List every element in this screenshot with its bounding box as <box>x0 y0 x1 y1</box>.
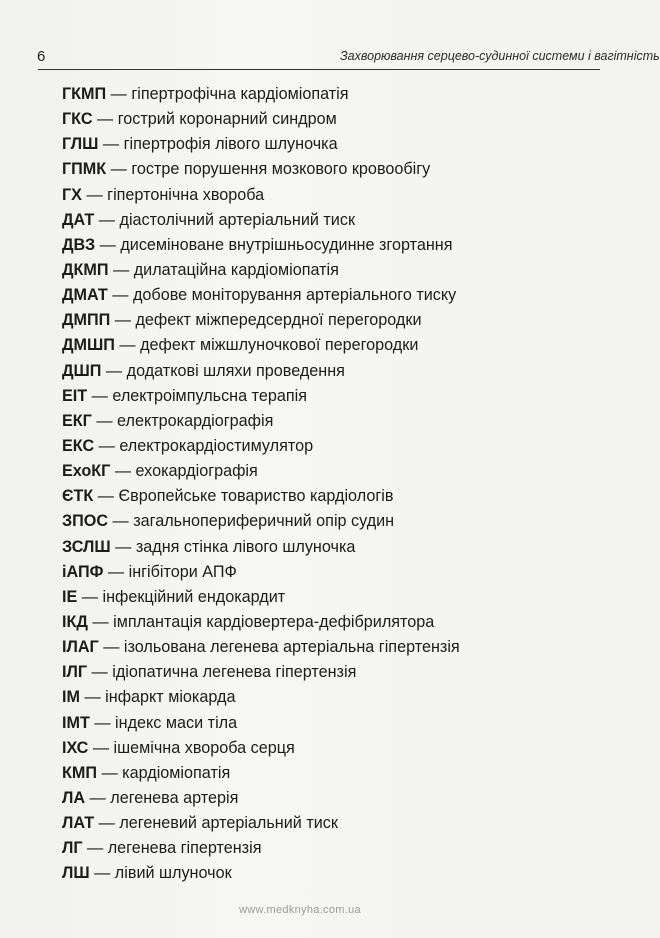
abbreviation-term: ЗСЛШ <box>62 537 111 556</box>
running-title: Захворювання серцево-судинної системи і вагітність <box>340 49 660 63</box>
abbreviation-term: ГКМП <box>62 85 107 103</box>
abbreviation-entry <box>62 208 582 233</box>
abbreviation-entry <box>62 459 582 484</box>
abbreviation-entry <box>62 509 582 534</box>
abbreviation-entry <box>62 836 582 861</box>
abbreviation-entry <box>62 610 582 635</box>
abbreviation-term: ГЛШ <box>62 135 99 154</box>
abbreviation-term: ІМ <box>62 688 80 707</box>
abbreviation-term: ЄТК <box>62 487 94 506</box>
abbreviation-entry <box>62 157 582 182</box>
abbreviation-entry <box>62 811 582 836</box>
abbreviation-entry <box>62 761 582 786</box>
abbreviation-definition: — інгібітори АПФ <box>103 562 237 581</box>
abbreviation-definition: — гострий коронарний синдром <box>92 110 337 129</box>
abbreviation-term: ІХС <box>62 738 89 757</box>
abbreviation-definition: — кардіоміопатія <box>97 763 231 782</box>
abbreviation-definition: — гостре порушення мозкового кровообігу <box>106 160 431 179</box>
abbreviation-entry <box>62 183 582 208</box>
abbreviation-definition: — ішемічна хвороба серця <box>88 738 295 757</box>
abbreviation-entry <box>62 233 582 258</box>
abbreviation-definition: — дисеміноване внутрішньосудинне згортання <box>95 235 453 254</box>
abbreviation-definition: — додаткові шляхи проведення <box>101 361 345 380</box>
abbreviation-definition: — електроімпульсна терапія <box>87 386 307 405</box>
abbreviation-term: ІКД <box>62 612 88 631</box>
abbreviation-term: ЛШ <box>62 864 90 883</box>
abbreviation-term: ІМТ <box>62 713 90 732</box>
abbreviation-definition: — гіпертрофія лівого шлуночка <box>98 135 338 154</box>
abbreviation-entry <box>62 107 582 132</box>
abbreviation-definition: — дилатаційна кардіоміопатія <box>108 260 339 279</box>
abbreviation-term: ГХ <box>62 185 82 204</box>
abbreviation-term: ІЛГ <box>62 663 88 682</box>
abbreviation-definition: — гіпертонічна хвороба <box>81 185 265 204</box>
abbreviation-term: ГКС <box>62 110 93 129</box>
abbreviation-entry <box>62 635 582 660</box>
abbreviation-term: ДМПП <box>62 311 111 330</box>
abbreviation-definition: — легенева артерія <box>85 788 239 807</box>
abbreviation-definition: — ехокардіографія <box>110 462 258 481</box>
footer-url: www.medknyha.com.ua <box>239 904 361 916</box>
abbreviation-term: ЛА <box>62 788 86 807</box>
abbreviation-definition: — індекс маси тіла <box>89 713 238 732</box>
abbreviation-definition: — інфаркт міокарда <box>79 688 236 707</box>
abbreviation-list <box>62 82 582 887</box>
abbreviation-term: ДМШП <box>62 336 115 355</box>
abbreviation-definition: — імплантація кардіовертера-дефібрилятора <box>87 612 435 631</box>
page-header <box>0 38 660 70</box>
abbreviation-entry <box>62 711 582 736</box>
abbreviation-term: ЕКС <box>62 436 95 455</box>
abbreviation-term: ЛАТ <box>62 814 95 833</box>
abbreviation-entry <box>62 333 582 358</box>
abbreviation-term: ЗПОС <box>62 512 109 531</box>
abbreviation-entry <box>62 434 582 459</box>
abbreviation-definition: — електрокардіографія <box>91 411 274 430</box>
abbreviation-term: ДКМП <box>62 260 109 279</box>
abbreviation-entry <box>62 535 582 560</box>
abbreviation-term: ЕІТ <box>62 386 88 405</box>
abbreviation-definition: — легенева гіпертензія <box>82 839 262 858</box>
abbreviation-definition: — ізольована легенева артеріальна гіпертензія <box>98 638 460 657</box>
abbreviation-term: ДАТ <box>62 210 95 229</box>
abbreviation-term: ЕКГ <box>62 411 92 430</box>
abbreviation-definition: — ідіопатична легенева гіпертензія <box>87 663 357 682</box>
abbreviation-entry <box>62 384 582 409</box>
abbreviation-term: КМП <box>62 763 97 782</box>
abbreviation-entry <box>62 82 582 107</box>
abbreviation-term: ДШП <box>62 361 102 380</box>
abbreviation-entry <box>62 283 582 308</box>
header-rule <box>38 69 600 70</box>
abbreviation-definition: — інфекційний ендокардит <box>77 587 286 606</box>
abbreviation-definition: — електрокардіостимулятор <box>94 436 314 455</box>
abbreviation-entry <box>62 132 582 157</box>
abbreviation-definition: — загальнопериферичний опір судин <box>108 512 395 531</box>
abbreviation-definition: — задня стінка лівого шлуночка <box>110 537 356 556</box>
abbreviation-definition: — легеневий артеріальний тиск <box>94 814 338 833</box>
abbreviation-term: ГПМК <box>62 160 107 179</box>
abbreviation-entry <box>62 484 582 509</box>
abbreviation-definition: — Європейське товариство кардіологів <box>93 487 394 506</box>
abbreviation-entry <box>62 786 582 811</box>
abbreviation-entry <box>62 736 582 761</box>
abbreviation-term: ЕхоКГ <box>62 462 111 481</box>
abbreviation-term: ДМАТ <box>62 286 108 305</box>
abbreviation-definition: — лівий шлуночок <box>89 864 232 883</box>
abbreviation-entry <box>62 308 582 333</box>
abbreviation-entry <box>62 685 582 710</box>
abbreviation-entry <box>62 660 582 685</box>
abbreviation-definition: — діастолічний артеріальний тиск <box>94 210 356 229</box>
abbreviation-entry <box>62 861 582 886</box>
abbreviation-term: ІЕ <box>62 587 78 606</box>
abbreviation-entry <box>62 585 582 610</box>
page-number: 6 <box>37 48 46 65</box>
abbreviation-term: ІЛАГ <box>62 638 99 657</box>
abbreviation-entry <box>62 258 582 283</box>
abbreviation-entry <box>62 560 582 585</box>
abbreviation-definition: — дефект міжпередсердної перегородки <box>110 311 422 330</box>
abbreviation-definition: — добове моніторування артеріального тиску <box>107 286 457 305</box>
abbreviation-term: ЛГ <box>62 839 83 858</box>
abbreviation-definition: — дефект міжшлуночкової перегородки <box>114 336 419 355</box>
abbreviation-term: ДВЗ <box>62 235 96 254</box>
abbreviation-term: іАПФ <box>62 562 104 581</box>
abbreviation-entry <box>62 409 582 434</box>
abbreviation-entry <box>62 359 582 384</box>
abbreviation-definition: — гіпертрофічна кардіоміопатія <box>106 85 349 103</box>
